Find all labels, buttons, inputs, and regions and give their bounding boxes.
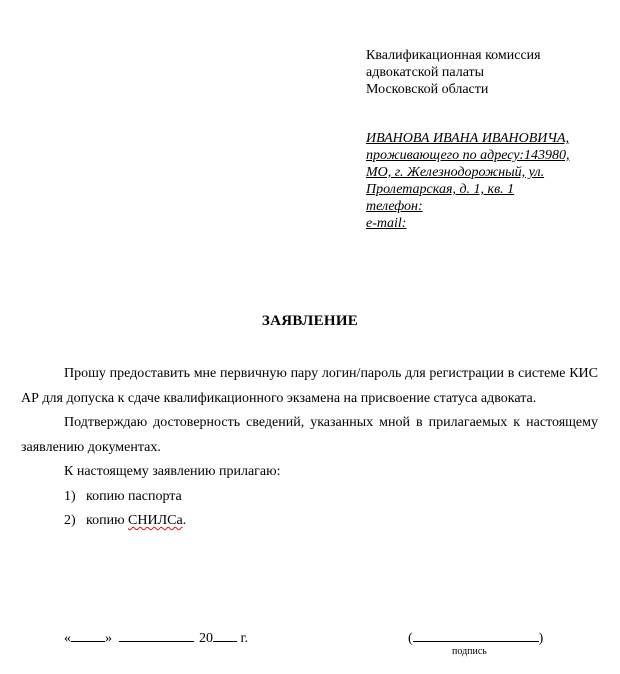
date-close-quote: »: [105, 631, 112, 646]
signature-label: подпись: [452, 646, 487, 657]
sender-name: ИВАНОВА ИВАНА ИВАНОВИЧА,: [366, 131, 570, 146]
signature-line: [408, 629, 543, 647]
year-suffix: г.: [237, 631, 249, 646]
list-item-text: копию паспорта: [86, 488, 182, 504]
year-blank[interactable]: [213, 629, 237, 642]
list-item: [64, 509, 598, 534]
signature-blank[interactable]: [413, 629, 539, 642]
document-title: ЗАЯВЛЕНИЕ: [261, 313, 359, 329]
sender-address-line-1: проживающего по адресу:143980,: [366, 148, 570, 163]
paragraph-attachments: К настоящему заявлению прилагаю:: [64, 464, 281, 479]
recipient-line-1: Квалификационная комиссия: [366, 48, 541, 63]
spellcheck-marked-word[interactable]: СНИЛСа: [128, 513, 183, 528]
sender-block: [366, 130, 570, 232]
recipient-block: [366, 47, 541, 98]
sender-address-line-2: МО, г. Железнодорожный, ул.: [366, 165, 545, 180]
month-blank[interactable]: [119, 629, 194, 642]
document-body: [21, 362, 598, 534]
list-item-text-after: .: [182, 513, 187, 528]
list-item-text-before: копию: [86, 513, 129, 528]
list-item-text: [86, 509, 186, 534]
paragraph-confirmation: Подтверждаю достоверность сведений, указанных мной в прилагаемых к настоящему заявлению документах.: [21, 415, 598, 455]
date-open-quote: «: [64, 631, 71, 646]
recipient-line-3: Московской области: [366, 82, 489, 97]
day-blank[interactable]: [71, 629, 105, 642]
sender-address-line-3: Пролетарская, д. 1, кв. 1: [366, 182, 515, 197]
sender-email: e-mail:: [366, 216, 407, 231]
attachment-list: [21, 485, 598, 534]
paragraph-request: Прошу предоставить мне первичную пару логин/пароль для регистрации в системе КИС АР для допуска к сдаче квалификационного экзамена на присвоение статуса адвоката.: [21, 366, 598, 406]
date-line: [64, 629, 248, 647]
list-item-number: 1): [64, 488, 76, 504]
list-item: [64, 485, 598, 510]
recipient-line-2: адвокатской палаты: [366, 65, 485, 80]
list-item-number: 2): [64, 513, 76, 528]
signature-open-paren: (: [408, 631, 413, 646]
signature-close-paren: ): [538, 631, 544, 646]
year-prefix: 20: [199, 631, 213, 646]
sender-phone: телефон:: [366, 199, 423, 214]
